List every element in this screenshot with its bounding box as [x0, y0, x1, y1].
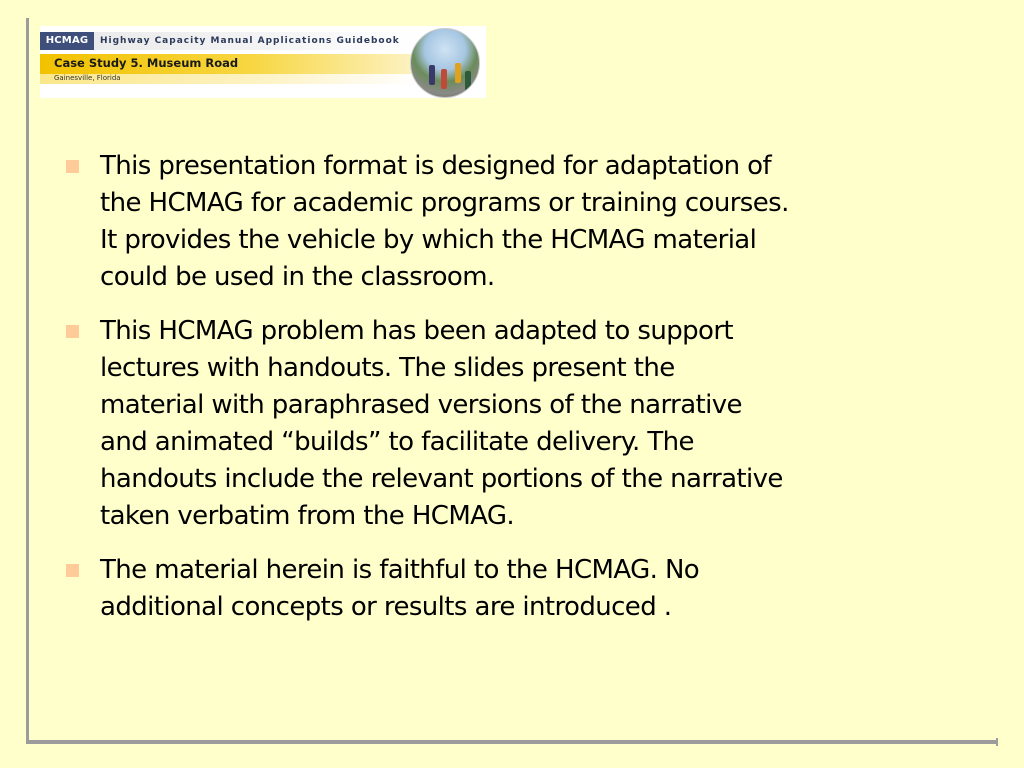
slide-frame-bottom-edge [26, 740, 998, 744]
photo-figure [429, 65, 435, 85]
photo-figure [465, 71, 471, 91]
bullet-list [60, 148, 940, 643]
square-bullet-icon [66, 160, 79, 173]
street-photo-icon [410, 28, 480, 98]
banner-guidebook-title: Highway Capacity Manual Applications Guidebook [100, 36, 400, 46]
slide-frame-left-edge [26, 18, 29, 744]
banner-location: Gainesville, Florida [54, 74, 121, 82]
bullet-text: This HCMAG problem has been adapted to support lectures with handouts. The slides present the material with paraphrased versions of the narrative and animated “builds” to facilitate delivery. The handouts include the relevant portions of the narrative taken verbatim from the HCMAG. [100, 316, 783, 531]
slide-frame-corner [996, 738, 998, 746]
list-item [60, 552, 940, 626]
bullet-text: The material herein is faithful to the HCMAG. No additional concepts or results are introduced . [100, 555, 700, 622]
list-item [60, 148, 940, 296]
photo-figure [455, 63, 461, 83]
square-bullet-icon [66, 325, 79, 338]
square-bullet-icon [66, 564, 79, 577]
photo-figure [441, 69, 447, 89]
bullet-text: This presentation format is designed for adaptation of the HCMAG for academic programs or training courses. It provides the vehicle by which the HCMAG material could be used in the classroom. [100, 151, 789, 292]
banner-tag: HCMAG [40, 32, 94, 50]
list-item [60, 313, 940, 535]
header-banner [40, 26, 486, 98]
banner-case-title: Case Study 5. Museum Road [54, 56, 239, 70]
